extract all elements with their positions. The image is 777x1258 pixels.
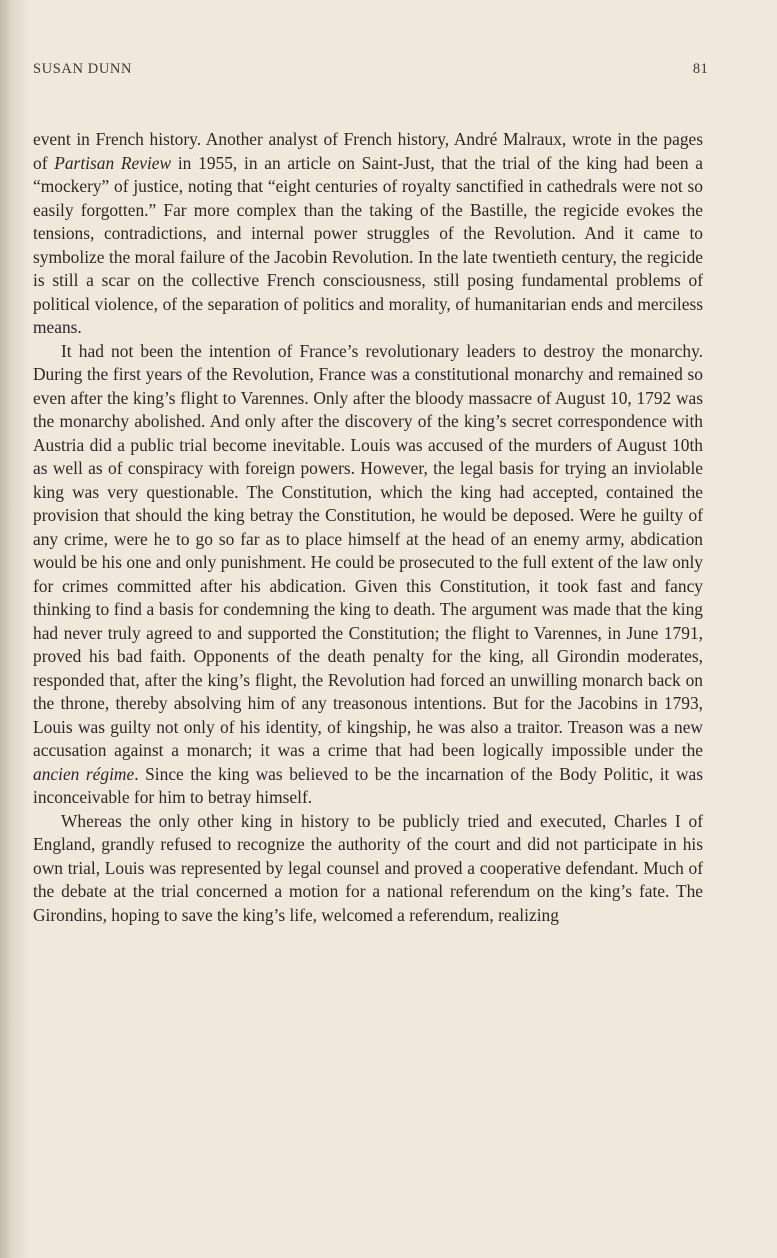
journal-title-partisan-review: Partisan Review xyxy=(54,152,172,173)
phrase-ancien-regime: ancien régime xyxy=(33,763,135,784)
paragraph-2-segment-1: It had not been the intention of France’s revolutionary leaders to destroy the monarchy. During the first years of the Revolution, France was a constitutional monarchy and remained so even after the king’s flight to Varennes. Only after the bloody massacre of August 10, 1792 was the monarchy abolished. And only after the discovery of the king’s secret correspondence with Austria did a public trial become inevitable. Louis was accused of the murders of August 10th as well as of conspiracy with foreign powers. However, the legal basis for trying an inviolable king was very questionable. The Constitution, which the king had accepted, contained the provision that should the king betray the Constitution, he would be deposed. Were he guilty of any crime, were he to go so far as to place himself at the head of an enemy army, abdication would be his one and only punishment. He could be prosecuted to the full extent of the law only for crimes committed after his abdication. Given this Constitution, it took fast and fancy thinking to find a basis for condemning the king to death. The argument was made that the king had never truly agreed to and supported the Constitution; the flight to Varennes, in June 1791, proved his bad faith. Opponents of the death penalty for the king, all Girondin moderates, responded that, after the king’s flight, the Revolution had forced an unwilling monarch back on the throne, thereby absolving him of any treasonous intentions. But for the Jacobins in 1793, Louis was guilty not only of his identity, of kingship, he was also a traitor. Treason was a new accusation against a monarch; it was a crime that had been logically impossible under the xyxy=(33,340,703,760)
paragraph-1 xyxy=(33,128,703,340)
paragraph-1-segment-3: in 1955, in an article on Saint-Just, that the trial of the king had been a “mockery” of justice, noting that “eight centuries of royalty sanctified in cathedrals were not so easily forgotten.” Far more complex than the taking of the Bastille, the regicide evokes the tensions, contradictions, and internal power struggles of the Revolution. And it came to symbolize the moral failure of the Jacobin Revolution. In the late twentieth century, the regicide is still a scar on the collective French consciousness, still posing fundamental problems of political violence, of the separation of politics and morality, of humanitarian ends and merciless means. xyxy=(33,152,704,337)
page-number: 81 xyxy=(692,61,708,77)
paragraph-2 xyxy=(33,340,703,810)
paragraph-1-segment-1: event in French history. Another analyst of French history, André Malraux, wrote in the pages of xyxy=(33,129,703,173)
paragraph-3 xyxy=(33,810,703,928)
body-text xyxy=(33,128,703,927)
running-head-author: SUSAN DUNN xyxy=(33,61,133,77)
paragraph-2-segment-3: . Since the king was believed to be the incarnation of the Body Politic, it was inconceivable for him to betray himself. xyxy=(33,763,703,807)
paragraph-3-segment-1: Whereas the only other king in history to be publicly tried and executed, Charles I of England, grandly refused to recognize the authority of the court and did not participate in his own trial, Louis was represented by legal counsel and proved a cooperative defendant. Much of the debate at the trial concerned a motion for a national referendum on the king’s fate. The Girondins, hoping to save the king’s life, welcomed a referendum, realizing xyxy=(33,810,703,925)
running-head xyxy=(33,61,708,83)
